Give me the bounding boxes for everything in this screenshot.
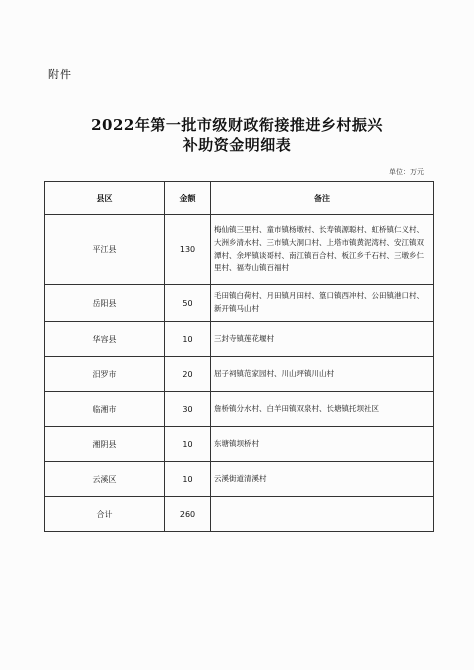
table-row	[45, 285, 434, 322]
amount-cell: 10	[165, 462, 211, 497]
total-label-cell: 合计	[45, 497, 165, 532]
table-row	[45, 357, 434, 392]
county-cell: 云溪区	[45, 462, 165, 497]
table-row	[45, 322, 434, 357]
amount-cell: 130	[165, 215, 211, 285]
county-cell: 岳阳县	[45, 285, 165, 322]
table-row	[45, 215, 434, 285]
county-cell: 湘阴县	[45, 427, 165, 462]
amount-cell: 50	[165, 285, 211, 322]
county-cell: 华容县	[45, 322, 165, 357]
table-row	[45, 427, 434, 462]
note-cell: 东塘镇坝桥村	[211, 427, 434, 462]
table-header-row	[45, 182, 434, 215]
table-row	[45, 392, 434, 427]
document-title-line-2: 补助资金明细表	[182, 136, 292, 154]
table-total-row	[45, 497, 434, 532]
note-cell: 毛田镇白荷村、月田镇月田村、篁口镇西冲村、公田镇港口村、新开镇马山村	[211, 285, 434, 322]
total-amount-cell: 260	[165, 497, 211, 532]
fund-detail-table	[44, 181, 434, 532]
note-cell: 梅仙镇三里村、童市镇杨墩村、长寿镇源聪村、虹桥镇仁义村、大洲乡清水村、三市镇大洞口村、上塔市镇黄泥湾村、安江镇双潭村、余坪镇谈哥村、南江镇百合村、板江乡千石村、三墩乡仁里村、福寿山镇百福村	[211, 215, 434, 285]
header-note: 备注	[211, 182, 434, 215]
county-cell: 平江县	[45, 215, 165, 285]
amount-cell: 20	[165, 357, 211, 392]
note-cell: 屈子祠镇范家园村、川山坪镇川山村	[211, 357, 434, 392]
header-amount: 金额	[165, 182, 211, 215]
note-cell: 詹桥镇分水村、白羊田镇双泉村、长塘镇托坝社区	[211, 392, 434, 427]
county-cell: 临湘市	[45, 392, 165, 427]
table-row	[45, 462, 434, 497]
header-county: 县区	[45, 182, 165, 215]
note-cell: 云溪街道清溪村	[211, 462, 434, 497]
amount-cell: 10	[165, 322, 211, 357]
total-note-cell	[211, 497, 434, 532]
county-cell: 汨罗市	[45, 357, 165, 392]
attachment-label: 附件	[48, 68, 72, 81]
document-title-line-1: 2022年第一批市级财政衔接推进乡村振兴	[91, 116, 383, 134]
amount-cell: 10	[165, 427, 211, 462]
unit-label: 单位：万元	[389, 168, 424, 176]
amount-cell: 30	[165, 392, 211, 427]
note-cell: 三封寺镇莲花堰村	[211, 322, 434, 357]
